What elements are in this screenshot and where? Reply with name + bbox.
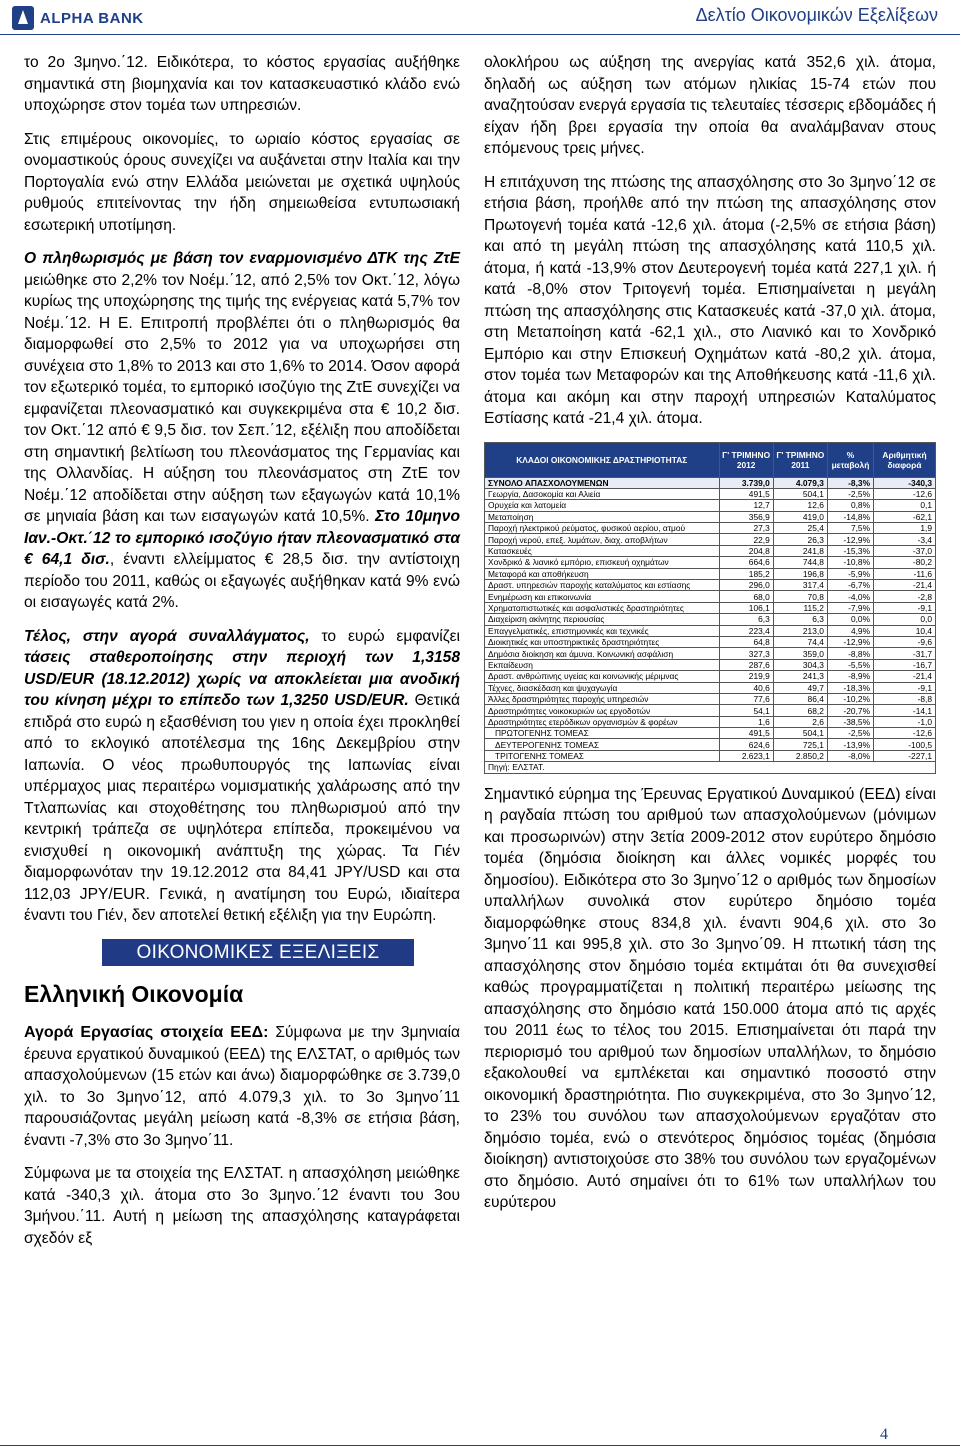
table-row <box>485 739 936 750</box>
table-cell-value: 241,3 <box>773 671 827 682</box>
table-cell-value: 27,3 <box>719 523 773 534</box>
table-cell-value: -2,5% <box>827 728 873 739</box>
table-row <box>485 716 936 727</box>
table-cell-value: 219,9 <box>719 671 773 682</box>
table-row <box>485 568 936 579</box>
fx-highlight: τάσεις σταθεροποίησης στην περιοχή των 1,3158 USD/EUR (18.12.2012) χωρίς να αποκλείεται μια ανοδική του κίνηση μέχρι το επίπεδο των 1,3250 USD/EUR. <box>24 649 460 709</box>
table-cell-value: -8,0% <box>827 750 873 761</box>
column-header: % μεταβολή <box>827 442 873 477</box>
labor-paragraph <box>24 1022 460 1151</box>
table-cell-value: 356,9 <box>719 511 773 522</box>
table-cell-value: -9,6 <box>874 636 936 647</box>
table-cell-value: -6,7% <box>827 580 873 591</box>
table-cell-label: Χονδρικό & λιανικό εμπόριο, επισκευή οχημάτων <box>485 557 720 568</box>
table-row <box>485 671 936 682</box>
fx-lead: Τέλος, στην αγορά συναλλάγματος, <box>24 627 310 645</box>
table-cell-value: -14,8% <box>827 511 873 522</box>
table-cell-value: -4,0% <box>827 591 873 602</box>
table-cell-value: 10,4 <box>874 625 936 636</box>
table-cell-value: 491,5 <box>719 488 773 499</box>
table-cell-label: Τέχνες, διασκέδαση και ψυχαγωγία <box>485 682 720 693</box>
table-row <box>485 614 936 625</box>
fx-text-rest: Θετικά επιδρά στο ευρώ η εξασθένιση του γιεν η οποία έχει προκληθεί από το εκλογικό αποτέλεσμα της 16ης Δεκεμβρίου στην Ιαπωνία. Ο νέος πρωθυπουργός της Ιαπωνίας είναι υπέρμαχος μιας περαιτέρω νομισματικής χαλάρωσης από την Ττλαπωνίας και στοχοθέτησης του πληθωρισμού από την κεντρική τράπεζα σε υψηλότερα επίπεδα, προκειμένου να ενισχυθεί η οικονομική ανάπτυξη της χώρας. Τα Γιέν διαμορφωνόταν την 19.12.2012 στα 84,41 JPY/USD και στα 112,03 JPY/EUR. Γενικά, η ανατίμηση του Ευρώ, ιδιαίτερα έναντι του Γιέν, δεν αποτελεί θετική εξέλιξη για την Ευρώπη. <box>24 692 460 924</box>
table-cell-label: Δραστηριότητες ετερόδικων οργανισμών & φορέων <box>485 716 720 727</box>
inflation-text: μειώθηκε στο 2,2% τον Νοέμ.΄12, από 2,5% τον Οκτ.΄12, λόγω κυρίως της υποχώρησης της τιμής της ενέργειας κατά 5,7% τον Νοέμ.΄12. Η Ε. Επιτροπή προβλέπει ότι ο πληθωρισμός θα διαμορφωθεί στο 2,5% το 2012 για να υποχωρήσει στη συνέχεια στο 1,8% το 2013 και στο 1,6% το 2014. Όσον αφορά τον εξωτερικό τομέα, το εμπορικό ισοζύγιο της ΖτΕ συνεχίζει να εμφανίζεται πλεονασματικό και συγκεκριμένα στα € 10,2 δισ. τον Οκτ.΄12 από € 9,5 δισ. τον Σεπ.΄12, εξέλιξη που αποδίδεται στη σημαντική βελτίωση του πλεονάσματος της Γερμανίας και της Ολλανδίας. Η αύξηση του πλεονάσματος στη ΖτΕ τον Νοέμ.΄12 αποδίδεται στην αύξηση των εξαγωγών κατά 10,1% σε μηνιαία βάση και των εισαγωγών κατά 10,5%. <box>24 271 460 525</box>
table-cell-value: -9,1 <box>874 602 936 613</box>
table-cell-value: 40,6 <box>719 682 773 693</box>
table-source: Πηγή: ΕΛΣΤΑΤ. <box>485 762 936 773</box>
table-cell-label: Δραστ. υπηρεσιών παροχής καταλύματος και εστίασης <box>485 580 720 591</box>
column-header: Γ' ΤΡΙΜΗΝΟ 2012 <box>719 442 773 477</box>
table-cell-label: Διαχείριση ακίνητης περιουσίας <box>485 614 720 625</box>
table-cell-value: 504,1 <box>773 488 827 499</box>
table-row <box>485 523 936 534</box>
footer-divider <box>0 1445 960 1446</box>
table-cell-value: -21,4 <box>874 580 936 591</box>
paragraph: Σύμφωνα με τα στοιχεία της ΕΛΣΤΑΤ. η απασχόληση μειώθηκε κατά -340,3 χιλ. άτομα στο 3ο 3μηνο.΄12 έναντι του 3ου 3μήνου.΄11. Αυτή η μείωση της απασχόλησης καταγράφεται σχεδόν εξ <box>24 1165 460 1247</box>
table-row <box>485 591 936 602</box>
labor-text: Σύμφωνα με την 3μηνιαία έρευνα εργατικού δυναμικού (ΕΕΔ) της ΕΛΣΤΑΤ, ο αριθμός των απασχολούμενων (15 ετών και άνω) διαμορφώθηκε σε 3.739,0 χιλ. το 3ο 3μηνο΄12, από 4.079,3 χιλ. το 3ο 3μηνο΄11 παρουσιάζοντας μεγάλη μείωση κατά -8,3% σε ετήσια βάση, έναντι -7,3% στο 3ο 3μηνο΄11. <box>24 1024 461 1149</box>
table-cell-value: 359,0 <box>773 648 827 659</box>
table-cell-value: 327,3 <box>719 648 773 659</box>
table-cell-label: ΔΕΥΤΕΡΟΓΕΝΗΣ ΤΟΜΕΑΣ <box>485 739 720 750</box>
table-cell-value: 296,0 <box>719 580 773 591</box>
table-cell-value: 185,2 <box>719 568 773 579</box>
table-row <box>485 636 936 647</box>
table-cell-value: -1,0 <box>874 716 936 727</box>
table-cell-value: -37,0 <box>874 545 936 556</box>
table-cell-value: -12,9% <box>827 636 873 647</box>
header-divider <box>0 34 960 35</box>
logo-text: ALPHA BANK <box>40 9 144 27</box>
paragraph: Η επιτάχυνση της πτώσης της απασχόλησης στο 3ο 3μηνο΄12 σε ετήσια βάση, προήλθε από την πτώση της απασχόλησης στον Πρωτογενή τομέα κατά -12,6 χιλ. άτομα (-2,5% σε ετήσια βάση) και από τη μεγάλη πτώση της απασχόλησης κατά 110,5 χιλ. άτομα, ή κατά -13,9% στον Δευτερογενή τομέα κατά 227,1 χιλ. ή κατά -8,0% στον Τριτογενή τομέα. Επισημαίνεται η μεγάλη πτώση της απασχόλησης στις Κατασκευές κατά -37,0 χιλ. άτομα, στη Μεταποίηση κατά -62,1 χιλ., στο Λιανικό και το Χονδρικό Εμπόριο και στην Επισκευή Οχημάτων κατά -80,2 χιλ. άτομα, στον τομέα των Μεταφορών και της Αποθήκευσης κατά -11,6 χιλ. άτομα και ακόμη και στην παροχή υπηρεσιών Καταλύματος Εστίασης κατά -21,4 χιλ. άτομα. <box>484 173 936 427</box>
table-row <box>485 648 936 659</box>
table-cell-value: -8,3% <box>827 477 873 488</box>
table-row <box>485 511 936 522</box>
table-cell-label: Δραστ. ανθρώπινης υγείας και κοινωνικής μέριμνας <box>485 671 720 682</box>
table-cell-value: -8,8% <box>827 648 873 659</box>
table-cell-value: -10,2% <box>827 693 873 704</box>
table-cell-label: Παροχή νερού, επεξ. λυμάτων, διαχ. αποβλήτων <box>485 534 720 545</box>
table-cell-value: 115,2 <box>773 602 827 613</box>
table-cell-value: 54,1 <box>719 705 773 716</box>
table-cell-label: ΠΡΩΤΟΓΕΝΗΣ ΤΟΜΕΑΣ <box>485 728 720 739</box>
table-cell-label: Επαγγελματικές, επιστημονικές και τεχνικές <box>485 625 720 636</box>
alpha-bank-logo <box>12 6 144 30</box>
table-cell-label: Γεωργία, Δασοκομία και Αλιεία <box>485 488 720 499</box>
table-cell-value: 26,3 <box>773 534 827 545</box>
table-cell-label: ΤΡΙΤΟΓΕΝΗΣ ΤΟΜΕΑΣ <box>485 750 720 761</box>
fx-text: το ευρώ εμφανίζει <box>309 627 460 645</box>
table-cell-value: -31,7 <box>874 648 936 659</box>
table-row <box>485 625 936 636</box>
table-cell-label: Δραστηριότητες νοικοκυριών ως εργοδοτών <box>485 705 720 716</box>
column-header: Γ' ΤΡΙΜΗΝΟ 2011 <box>773 442 827 477</box>
table-cell-value: -13,9% <box>827 739 873 750</box>
table-cell-value: -227,1 <box>874 750 936 761</box>
table-cell-value: 491,5 <box>719 728 773 739</box>
table-row <box>485 488 936 499</box>
table-cell-value: 2.850,2 <box>773 750 827 761</box>
table-cell-value: -5,9% <box>827 568 873 579</box>
table-cell-value: 106,1 <box>719 602 773 613</box>
table-cell-value: 74,4 <box>773 636 827 647</box>
table-cell-value: 223,4 <box>719 625 773 636</box>
table-cell-value: 4,9% <box>827 625 873 636</box>
table-cell-value: -12,6 <box>874 728 936 739</box>
table-cell-value: 213,0 <box>773 625 827 636</box>
table-cell-value: -9,1 <box>874 682 936 693</box>
table-cell-label: ΣΥΝΟΛΟ ΑΠΑΣΧΟΛΟΥΜΕΝΩΝ <box>485 477 720 488</box>
table-cell-value: 241,8 <box>773 545 827 556</box>
table-cell-value: 204,8 <box>719 545 773 556</box>
table-cell-value: 504,1 <box>773 728 827 739</box>
table-cell-label: Μεταφορά και αποθήκευση <box>485 568 720 579</box>
table-cell-value: 0,1 <box>874 500 936 511</box>
table-cell-value: -5,5% <box>827 659 873 670</box>
table-row <box>485 693 936 704</box>
table-cell-value: -10,8% <box>827 557 873 568</box>
table-cell-value: 77,6 <box>719 693 773 704</box>
table-cell-value: -62,1 <box>874 511 936 522</box>
section-heading: Ελληνική Οικονομία <box>24 981 244 1007</box>
table-row <box>485 557 936 568</box>
table-cell-value: 64,8 <box>719 636 773 647</box>
column-header: ΚΛΑΔΟΙ ΟΙΚΟΝΟΜΙΚΗΣ ΔΡΑΣΤΗΡΙΟΤΗΤΑΣ <box>485 442 720 477</box>
table-cell-value: -15,3% <box>827 545 873 556</box>
table-cell-value: 4.079,3 <box>773 477 827 488</box>
table-cell-label: Κατασκευές <box>485 545 720 556</box>
table-cell-value: -14,1 <box>874 705 936 716</box>
table-cell-value: -18,3% <box>827 682 873 693</box>
table-cell-value: 419,0 <box>773 511 827 522</box>
paragraph: το 2ο 3μηνο.΄12. Ειδικότερα, το κόστος εργασίας αυξήθηκε σημαντικά στη βιομηχανία και τον κατασκευαστικό κλάδο ενώ υποχώρησε στον τομέα των υπηρεσιών. <box>24 54 460 114</box>
table-cell-value: 12,6 <box>773 500 827 511</box>
fx-paragraph <box>24 626 460 927</box>
table-cell-value: -340,3 <box>874 477 936 488</box>
right-column <box>484 52 936 1226</box>
employment-table <box>484 442 936 774</box>
table-cell-value: 2,6 <box>773 716 827 727</box>
paragraph: Στις επιμέρους οικονομίες, το ωριαίο κόστος εργασίας σε ονομαστικούς όρους συνεχίζει να αυξάνεται στην Ιταλία και την Πορτογαλία ενώ στην Ελλάδα μειώνεται με σχετικά υψηλούς ρυθμούς επιτείνοντας την ήδη σημειωθείσα εντυπωσιακή εσωτερική υποτίμηση. <box>24 130 460 234</box>
table-cell-value: 6,3 <box>773 614 827 625</box>
table-cell-value: -8,8 <box>874 693 936 704</box>
table-cell-label: Δημόσια διοίκηση και άμυνα. Κοινωνική ασφάλιση <box>485 648 720 659</box>
table-cell-value: 664,6 <box>719 557 773 568</box>
table-cell-value: 624,6 <box>719 739 773 750</box>
table-cell-value: -8,9% <box>827 671 873 682</box>
paragraph: Σημαντικό εύρημα της Έρευνας Εργατικού Δυναμικού (ΕΕΔ) είναι η ραγδαία πτώση του αριθμού των απασχολούμενων (μόνιμων και προσωρινών) στην 3ετία 2009-2012 στον ευρύτερο δημόσιο τομέα (δημόσια διοίκηση και άλλες νομικές μορφές του δημοσίου). Ειδικότερα στο 3ο 3μηνο΄12 ο αριθμός των δημοσίων υπαλλήλων συνολικά στον ευρύτερο δημόσιο τομέα διαμορφώθηκε στους 834,8 χιλ. έναντι 904,6 χιλ. στο 3ο 3μηνο΄11 και 995,8 χιλ. στο 3ο 3μηνο΄09. Η πτωτική τάση της απασχόλησης στον δημόσιο τομέα εκτιμάται ότι θα συνεχισθεί καθώς προγραμματίζεται η πολιτική περαιτέρω μείωσης της απασχόλησης στο δημόσιο κατά 150.000 άτομα από τις αρχές του 2011 έως το τέλος του 2015. Επισημαίνεται ότι παρά την περιορισμό του αριθμού των δημοσίων υπαλλήλων, το δημόσιο εξακολουθεί να εμπλέκεται και σημαντικό ποσοστό στην οικονομική δραστηριότητα. Πιο συγκεκριμένα, στο 3ο 3μηνο΄12, το 23% του συνόλου των απασχολούμενων εργαζόταν στο δημόσιο τομέα, ενώ ο στενότερος δημόσιος τομέας (δημόσια διοίκηση) αντιστοιχούσε στο 38% του συνόλου των εργαζομένων στο δημόσιο. Αυτό σημαίνει ότι το 61% των υπαλλήλων του ευρύτερου <box>484 785 936 1212</box>
page-number: 4 <box>880 1426 888 1443</box>
table-cell-value: 196,8 <box>773 568 827 579</box>
table-cell-value: 70,8 <box>773 591 827 602</box>
table-cell-value: 3.739,0 <box>719 477 773 488</box>
table-cell-value: 0,0% <box>827 614 873 625</box>
paragraph: ολοκλήρου ως αύξηση της ανεργίας κατά 352,6 χιλ. άτομα, δηλαδή ως αύξηση των ατόμων ηλικίας 15-74 ετών που αναζητούσαν ενεργά εργασία τις τελευταίες τέσσερις εβδομάδες ή είχαν ήδη βρει εργασία την οποία θα αναλάμβαναν στους επόμενους τρεις μήνες. <box>484 54 936 157</box>
table-cell-label: Ενημέρωση και επικοινωνία <box>485 591 720 602</box>
table-cell-value: -7,9% <box>827 602 873 613</box>
table-row <box>485 545 936 556</box>
table-cell-value: 304,3 <box>773 659 827 670</box>
table-cell-label: Παροχή ηλεκτρικού ρεύματος, φυσικού αερίου, ατμού <box>485 523 720 534</box>
trade-balance-tail: , έναντι ελλείμματος € 28,5 δισ. την αντίστοιχη περίοδο του 2011, καθώς οι εξαγωγές αυξήθηκαν κατά 9% ενώ οι εισαγωγές κατά 2%. <box>24 551 461 611</box>
table-cell-value: 725,1 <box>773 739 827 750</box>
table-cell-value: 1,9 <box>874 523 936 534</box>
bulletin-title: Δελτίο Οικονομικών Εξελίξεων <box>695 5 938 25</box>
table-row <box>485 602 936 613</box>
table-cell-value: -11,6 <box>874 568 936 579</box>
trade-balance-highlight: Στο 10μηνο Ιαν.-Οκτ.΄12 το εμπορικό ισοζύγιο ήταν πλεονασματικό στα € 64,1 δισ. <box>24 508 460 568</box>
table-cell-value: 68,2 <box>773 705 827 716</box>
table-cell-value: -100,5 <box>874 739 936 750</box>
table-cell-value: -80,2 <box>874 557 936 568</box>
table-row <box>485 750 936 761</box>
table-row <box>485 659 936 670</box>
left-column <box>24 52 460 1261</box>
table-header-row <box>485 442 936 477</box>
page-header <box>0 0 960 40</box>
table-source-row <box>485 762 936 773</box>
table-row <box>485 477 936 488</box>
table-cell-value: 287,6 <box>719 659 773 670</box>
table-cell-value: -2,8 <box>874 591 936 602</box>
table-row <box>485 682 936 693</box>
table-cell-value: 317,4 <box>773 580 827 591</box>
table-cell-value: -20,7% <box>827 705 873 716</box>
inflation-paragraph <box>24 248 460 614</box>
table-row <box>485 705 936 716</box>
table-cell-value: -12,9% <box>827 534 873 545</box>
table-cell-label: Εκπαίδευση <box>485 659 720 670</box>
labor-lead: Αγορά Εργασίας στοιχεία ΕΕΔ: <box>24 1024 269 1041</box>
table-row <box>485 580 936 591</box>
table-cell-label: Ορυχεία και λατομεία <box>485 500 720 511</box>
table-cell-value: 0,0 <box>874 614 936 625</box>
table-cell-value: 25,4 <box>773 523 827 534</box>
section-banner: ΟΙΚΟΝΟΜΙΚΕΣ ΕΞΕΛΙΞΕΙΣ <box>102 939 414 967</box>
alpha-logo-icon <box>12 6 34 30</box>
table-cell-label: Άλλες δραστηριότητες παροχής υπηρεσιών <box>485 693 720 704</box>
table-cell-value: 12,7 <box>719 500 773 511</box>
table-cell-value: -12,6 <box>874 488 936 499</box>
table-body <box>485 477 936 773</box>
table-cell-value: -16,7 <box>874 659 936 670</box>
table-row <box>485 534 936 545</box>
table-cell-value: 2.623,1 <box>719 750 773 761</box>
table-cell-value: 6,3 <box>719 614 773 625</box>
column-header: Αριθμητική διαφορά <box>874 442 936 477</box>
table-cell-value: 22,9 <box>719 534 773 545</box>
table-cell-value: 68,0 <box>719 591 773 602</box>
table-cell-value: -38,5% <box>827 716 873 727</box>
table-row <box>485 728 936 739</box>
table-cell-label: Χρηματοπιστωτικές και ασφαλιστικές δραστηριότητες <box>485 602 720 613</box>
table-cell-label: Μεταποίηση <box>485 511 720 522</box>
table-cell-value: -3,4 <box>874 534 936 545</box>
table-cell-value: 86,4 <box>773 693 827 704</box>
table-cell-label: Διοικητικές και υποστηρικτικές δραστηριότητες <box>485 636 720 647</box>
table-cell-value: 1,6 <box>719 716 773 727</box>
table-row <box>485 500 936 511</box>
table-cell-value: 49,7 <box>773 682 827 693</box>
table-cell-value: -2,5% <box>827 488 873 499</box>
table-cell-value: -21,4 <box>874 671 936 682</box>
table-cell-value: 744,8 <box>773 557 827 568</box>
inflation-lead: Ο πληθωρισμός με βάση τον εναρμονισμένο ΔΤΚ της ΖτΕ <box>24 250 460 267</box>
table-cell-value: 0,8% <box>827 500 873 511</box>
table-cell-value: 7,5% <box>827 523 873 534</box>
